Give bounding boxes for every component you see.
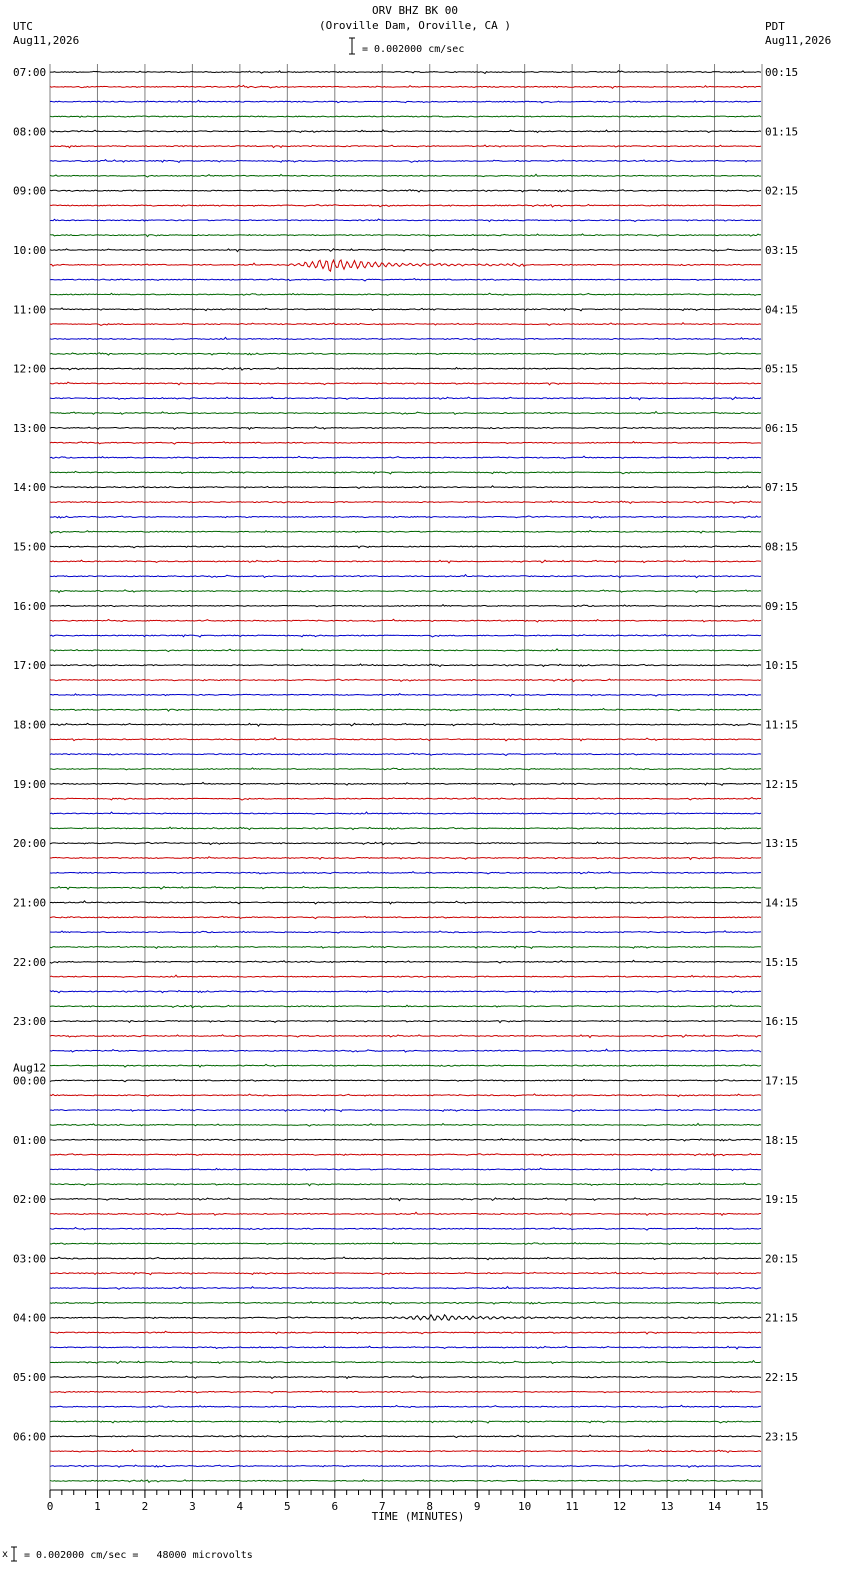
trace-31 [50, 530, 761, 533]
scale-text: = 0.002000 cm/sec [362, 44, 465, 55]
x-tick-label: 3 [189, 1500, 196, 1513]
trace-25 [50, 442, 761, 445]
trace-76 [50, 1198, 761, 1201]
trace-2 [50, 100, 761, 103]
trace-69 [50, 1094, 761, 1097]
trace-15 [50, 293, 761, 295]
trace-85 [50, 1331, 761, 1334]
trace-1 [50, 85, 761, 88]
trace-65 [50, 1035, 761, 1038]
left-time-label: 11:00 [13, 303, 47, 317]
trace-6 [50, 160, 761, 163]
trace-78 [50, 1228, 761, 1231]
trace-47 [50, 768, 761, 770]
right-time-label: 10:15 [765, 659, 799, 673]
left-time-label: 06:00 [13, 1430, 47, 1444]
trace-64 [50, 1020, 761, 1022]
station-title: ORV BHZ BK 00 [371, 4, 459, 17]
right-time-label: 14:15 [765, 896, 799, 910]
x-tick-label: 4 [236, 1500, 244, 1513]
trace-12 [50, 249, 761, 252]
trace-49 [50, 798, 761, 801]
footer-scale-bar [10, 1546, 18, 1562]
right-time-label: 22:15 [765, 1371, 799, 1385]
right-time-label: 04:15 [765, 303, 799, 317]
trace-67 [50, 1064, 761, 1067]
x-axis-title: TIME (MINUTES) [371, 1510, 465, 1523]
trace-71 [50, 1123, 761, 1126]
trace-59 [50, 946, 761, 949]
left-time-label: 21:00 [13, 896, 47, 910]
station-location: (Oroville Dam, Oroville, CA ) [318, 19, 512, 32]
x-tick-label: 1 [94, 1500, 101, 1513]
trace-35 [50, 590, 761, 593]
trace-93 [50, 1450, 761, 1453]
right-time-label: 18:15 [765, 1133, 799, 1147]
left-time-label: 10:00 [13, 243, 47, 257]
trace-62 [50, 991, 761, 993]
x-tick-label: 0 [46, 1500, 54, 1513]
x-tick-label: 13 [660, 1500, 674, 1513]
trace-11 [50, 234, 761, 237]
trace-4 [50, 130, 761, 133]
x-tick-label: 5 [284, 1500, 291, 1513]
trace-48 [50, 782, 761, 785]
trace-74 [50, 1168, 761, 1171]
left-time-label: 05:00 [13, 1371, 47, 1385]
trace-63 [50, 1005, 761, 1008]
left-time-label: 19:00 [13, 777, 47, 791]
left-time-label: 20:00 [13, 837, 47, 851]
right-time-label: 12:15 [765, 777, 799, 791]
right-time-label: 09:15 [765, 599, 799, 613]
trace-94 [50, 1465, 761, 1467]
trace-8 [50, 189, 761, 192]
trace-95 [50, 1480, 761, 1483]
left-time-label: 15:00 [13, 540, 47, 554]
trace-41 [50, 679, 761, 682]
trace-45 [50, 738, 761, 741]
trace-88 [50, 1376, 761, 1379]
trace-20 [50, 368, 761, 371]
trace-10 [50, 219, 761, 222]
x-tick-label: 10 [518, 1500, 532, 1513]
trace-27 [50, 471, 761, 474]
trace-90 [50, 1405, 761, 1407]
trace-52 [50, 842, 761, 845]
trace-60 [50, 960, 761, 963]
right-time-label: 23:15 [765, 1430, 799, 1444]
right-time-label: 16:15 [765, 1015, 799, 1029]
right-time-label: 06:15 [765, 421, 799, 435]
trace-66 [50, 1049, 761, 1052]
x-tick-label: 9 [473, 1500, 481, 1513]
trace-54 [50, 872, 761, 874]
right-time-label: 02:15 [765, 184, 799, 198]
trace-14 [50, 279, 761, 281]
x-tick-label: 6 [331, 1500, 339, 1513]
trace-73 [50, 1154, 761, 1157]
trace-55 [50, 886, 761, 889]
trace-81 [50, 1272, 761, 1274]
x-tick-label: 2 [141, 1500, 149, 1513]
trace-21 [50, 382, 761, 385]
x-tick-label: 12 [612, 1500, 627, 1513]
right-timezone: PDT [765, 20, 785, 33]
x-tick-label: 7 [378, 1500, 386, 1513]
trace-13 [50, 260, 761, 271]
trace-70 [50, 1109, 761, 1111]
trace-91 [50, 1420, 761, 1423]
x-tick-label: 11 [565, 1500, 579, 1513]
trace-26 [50, 456, 761, 459]
right-time-label: 21:15 [765, 1311, 799, 1325]
right-time-label: 17:15 [765, 1074, 799, 1088]
trace-53 [50, 857, 761, 860]
trace-28 [50, 486, 761, 489]
left-time-label: 01:00 [13, 1133, 47, 1147]
trace-84 [50, 1315, 761, 1321]
trace-46 [50, 753, 761, 755]
left-time-label: 23:00 [13, 1015, 47, 1029]
left-time-label: 13:00 [13, 421, 47, 435]
trace-5 [50, 145, 761, 148]
trace-87 [50, 1361, 761, 1364]
trace-86 [50, 1346, 761, 1349]
left-time-label: 18:00 [13, 718, 47, 732]
trace-24 [50, 427, 761, 430]
left-time-label: 12:00 [13, 362, 47, 376]
left-date: Aug11,2026 [13, 34, 80, 47]
trace-0 [50, 71, 761, 74]
left-time-label: 14:00 [13, 481, 47, 495]
trace-56 [50, 901, 761, 904]
trace-30 [50, 516, 761, 518]
left-timezone: UTC [13, 20, 33, 33]
trace-72 [50, 1139, 761, 1142]
trace-16 [50, 308, 761, 311]
left-time-label: 22:00 [13, 955, 47, 969]
right-time-label: 19:15 [765, 1193, 799, 1207]
trace-19 [50, 353, 761, 355]
trace-68 [50, 1079, 761, 1082]
x-tick-label: 15 [755, 1500, 769, 1513]
left-time-label: 04:00 [13, 1311, 47, 1325]
trace-40 [50, 664, 761, 667]
left-time-label: 03:00 [13, 1252, 47, 1266]
trace-33 [50, 560, 761, 563]
trace-17 [50, 323, 761, 326]
footer-scale-text: = 0.002000 cm/sec = 48000 microvolts [24, 1550, 253, 1561]
trace-79 [50, 1242, 761, 1244]
trace-34 [50, 575, 761, 578]
trace-7 [50, 174, 761, 177]
trace-51 [50, 827, 761, 830]
right-date: Aug11,2026 [765, 34, 832, 47]
trace-50 [50, 812, 761, 814]
left-time-label: 16:00 [13, 599, 47, 613]
trace-18 [50, 337, 761, 339]
trace-38 [50, 635, 761, 637]
right-time-label: 01:15 [765, 125, 799, 139]
x-tick-label: 8 [426, 1500, 434, 1513]
left-time-label: 09:00 [13, 184, 47, 198]
trace-89 [50, 1391, 761, 1394]
footer-scale-icon: x [2, 1549, 9, 1560]
trace-39 [50, 649, 761, 652]
trace-36 [50, 605, 761, 607]
trace-82 [50, 1287, 761, 1290]
trace-3 [50, 116, 761, 118]
left-time-label: 02:00 [13, 1193, 47, 1207]
trace-75 [50, 1183, 761, 1186]
right-time-label: 13:15 [765, 837, 799, 851]
trace-58 [50, 931, 761, 933]
trace-29 [50, 501, 761, 504]
trace-22 [50, 397, 761, 400]
trace-61 [50, 975, 761, 977]
left-time-label: 07:00 [13, 66, 47, 79]
trace-23 [50, 411, 761, 414]
right-time-label: 03:15 [765, 243, 799, 257]
right-time-label: 08:15 [765, 540, 799, 554]
left-time-label: 17:00 [13, 659, 47, 673]
right-time-label: 00:15 [765, 66, 799, 79]
trace-83 [50, 1302, 761, 1305]
right-time-label: 15:15 [765, 955, 799, 969]
right-time-label: 20:15 [765, 1252, 799, 1266]
trace-43 [50, 708, 761, 711]
trace-32 [50, 545, 761, 548]
trace-80 [50, 1257, 761, 1260]
x-tick-label: 14 [707, 1500, 722, 1513]
trace-9 [50, 204, 761, 207]
right-time-label: 07:15 [765, 481, 799, 495]
right-time-label: 05:15 [765, 362, 799, 376]
trace-44 [50, 723, 761, 726]
trace-57 [50, 916, 761, 918]
left-time-label: 08:00 [13, 125, 47, 139]
trace-42 [50, 694, 761, 697]
left-time-label: 00:00 [13, 1074, 47, 1088]
right-time-label: 11:15 [765, 718, 799, 732]
trace-92 [50, 1435, 761, 1438]
left-date-label: Aug12 [13, 1061, 47, 1075]
trace-37 [50, 619, 761, 622]
trace-77 [50, 1212, 761, 1215]
